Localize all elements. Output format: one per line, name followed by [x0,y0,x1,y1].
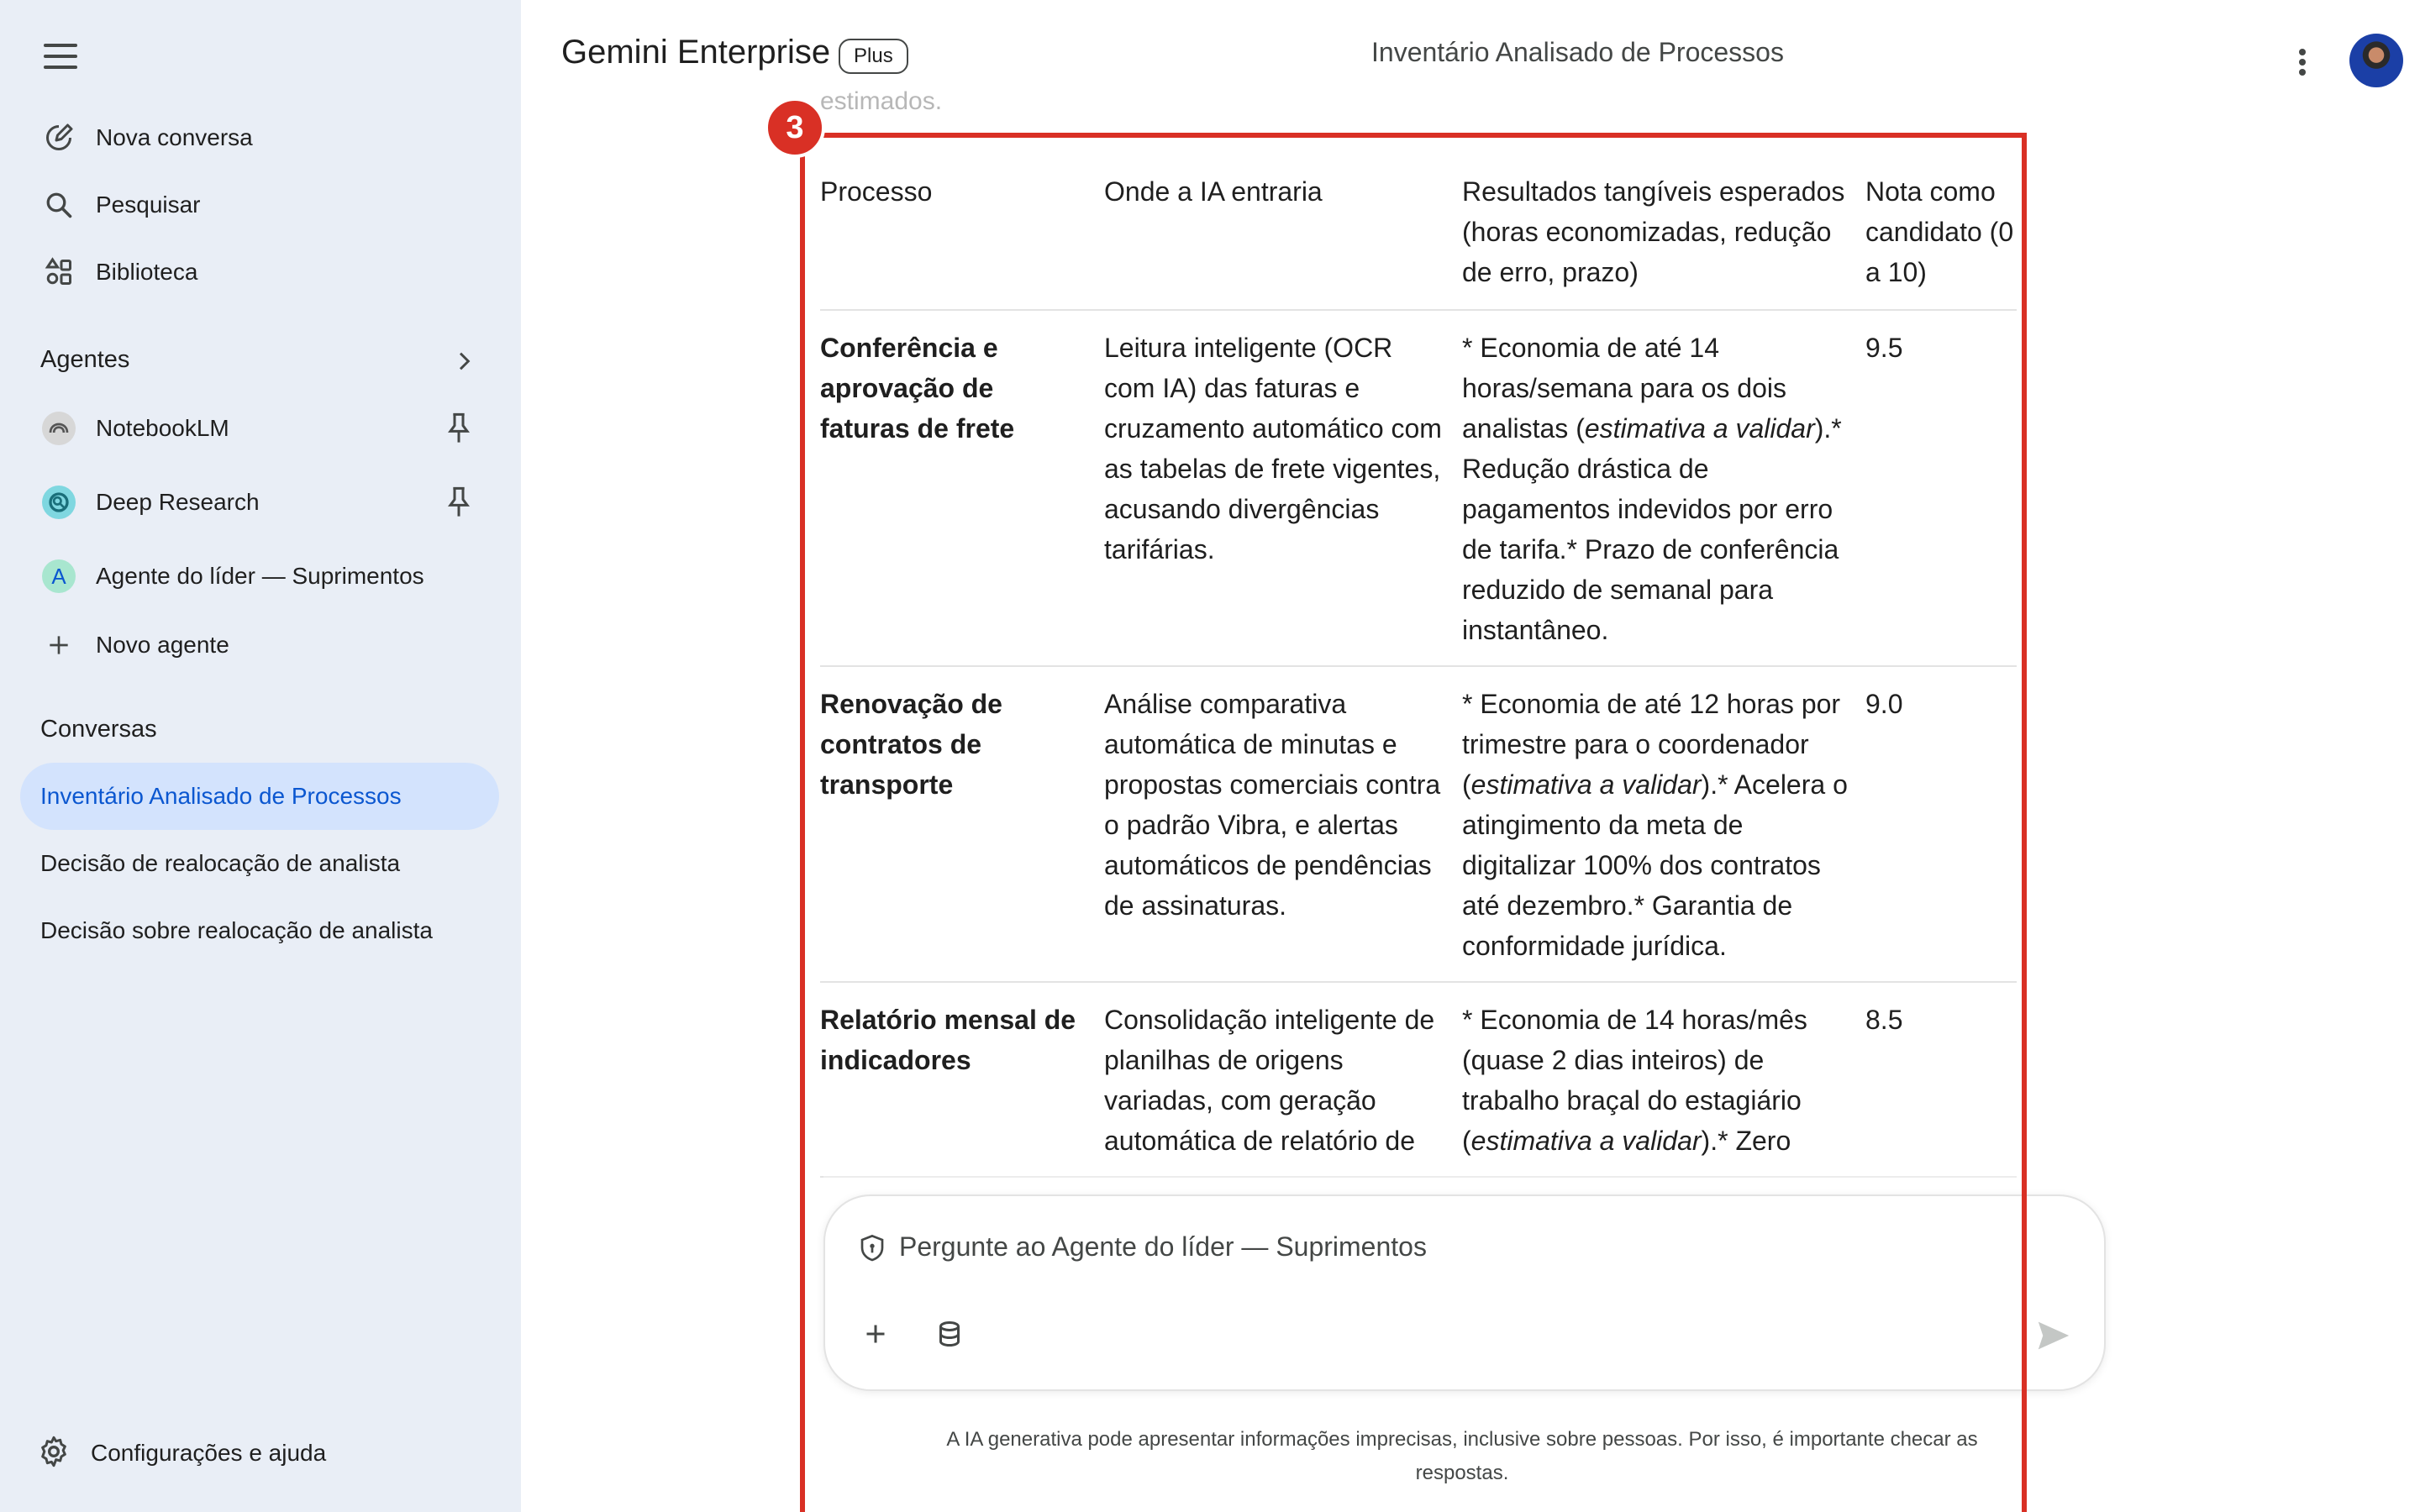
conversation-item[interactable]: Decisão de realocação de analista [40,850,401,876]
expected-results: * Economia de até 12 horas por trimestre para o coordenador (estimativa a validar).* Acelera o atingimento da meta de digitalizar 100% dos contratos até dezembro.* Garantia de conformidade jurídica. [1462,689,1848,961]
library-icon [40,254,77,291]
new-chat-label: Nova conversa [96,124,253,150]
new-agent-button[interactable] [20,615,499,675]
prompt-input[interactable]: Pergunte ao Agente do líder — Suprimentos [899,1231,1427,1262]
disclaimer-text: A IA generativa pode apresentar informações imprecisas, inclusive sobre pessoas. Por isso, é importante checar as respostas. [946,1428,1978,1484]
settings-button[interactable] [37,1428,326,1478]
agents-section-title: Agentes [40,346,130,373]
table-row [820,982,2017,1177]
table-row [820,310,2017,666]
table-header-row [820,160,2017,310]
database-icon[interactable] [934,1319,968,1352]
search-button[interactable] [20,175,499,235]
agent-avatar-icon: A [40,558,77,595]
plan-badge: Plus [839,39,908,74]
edit-icon [40,119,77,156]
process-name: Relatório mensal de indicadores [820,1005,1076,1075]
expected-results: * Economia de 14 horas/mês (quase 2 dias inteiros) de trabalho braçal do estagiário (estimativa a validar).* Zero [1462,1005,1807,1156]
agent-label: Deep Research [96,489,260,515]
notebooklm-icon [40,410,77,447]
sidebar [0,0,521,1512]
pin-icon[interactable] [447,412,474,445]
send-icon[interactable] [2035,1319,2072,1352]
process-name: Renovação de contratos de transporte [820,689,1002,800]
search-icon [40,186,77,223]
faded-text: estimados. [820,87,943,115]
column-header: Processo [820,176,933,207]
agent-item-lider-suprimentos[interactable] [20,546,499,606]
library-label: Biblioteca [96,259,198,285]
add-icon[interactable] [860,1319,894,1352]
search-label: Pesquisar [96,192,201,218]
agent-label: NotebookLM [96,415,229,441]
app-title: Gemini Enterprise [561,34,831,71]
deep-research-icon [40,484,77,521]
new-agent-label: Novo agente [96,632,229,658]
new-chat-button[interactable] [20,108,499,168]
annotation-badge: 3 [765,97,825,158]
plus-icon [40,627,77,664]
agent-item-notebooklm[interactable] [20,398,499,459]
menu-icon[interactable] [44,44,77,71]
agent-item-deep-research[interactable] [20,472,499,533]
avatar[interactable] [2349,34,2403,87]
library-button[interactable] [20,242,499,302]
ai-usage: Leitura inteligente (OCR com IA) das faturas e cruzamento automático com as tabelas de frete vigentes, acusando divergências tarifárias. [1104,333,1442,564]
expected-results: * Economia de até 14 horas/semana para os dois analistas (estimativa a validar).* Redução drástica de pagamentos indevidos por erro de tarifa.* Prazo de conferência reduzido de semanal para instantâneo. [1462,333,1842,645]
gear-icon [37,1435,71,1473]
shield-icon [859,1233,886,1263]
conversation-title: Inventário Analisado de Processos [1371,37,1784,67]
pin-icon[interactable] [447,486,474,519]
table-row [820,666,2017,982]
ai-usage: Consolidação inteligente de planilhas de origens variadas, com geração automática de relatório de [1104,1005,1435,1156]
candidate-score: 9.0 [1865,689,1903,719]
more-options-icon[interactable] [2287,44,2317,81]
chevron-right-icon[interactable] [450,348,477,375]
prompt-input-box[interactable] [823,1194,2106,1391]
column-header: Nota como candidato (0 a 10) [1865,176,2014,287]
agent-label: Agente do líder — Suprimentos [96,563,424,589]
ai-usage: Análise comparativa automática de minutas e propostas comerciais contra o padrão Vibra, e alertas automáticos de pendências de assinaturas. [1104,689,1441,921]
conversation-item-active[interactable]: Inventário Analisado de Processos [20,763,499,830]
conversation-item[interactable]: Decisão sobre realocação de analista [40,917,433,943]
column-header: Resultados tangíveis esperados (horas economizadas, redução de erro, prazo) [1462,176,1845,287]
process-table [820,160,2017,1178]
settings-label: Configurações e ajuda [91,1440,327,1466]
candidate-score: 8.5 [1865,1005,1903,1035]
process-name: Conferência e aprovação de faturas de frete [820,333,1015,444]
conversations-section-title: Conversas [40,716,157,743]
column-header: Onde a IA entraria [1104,176,1323,207]
candidate-score: 9.5 [1865,333,1903,363]
